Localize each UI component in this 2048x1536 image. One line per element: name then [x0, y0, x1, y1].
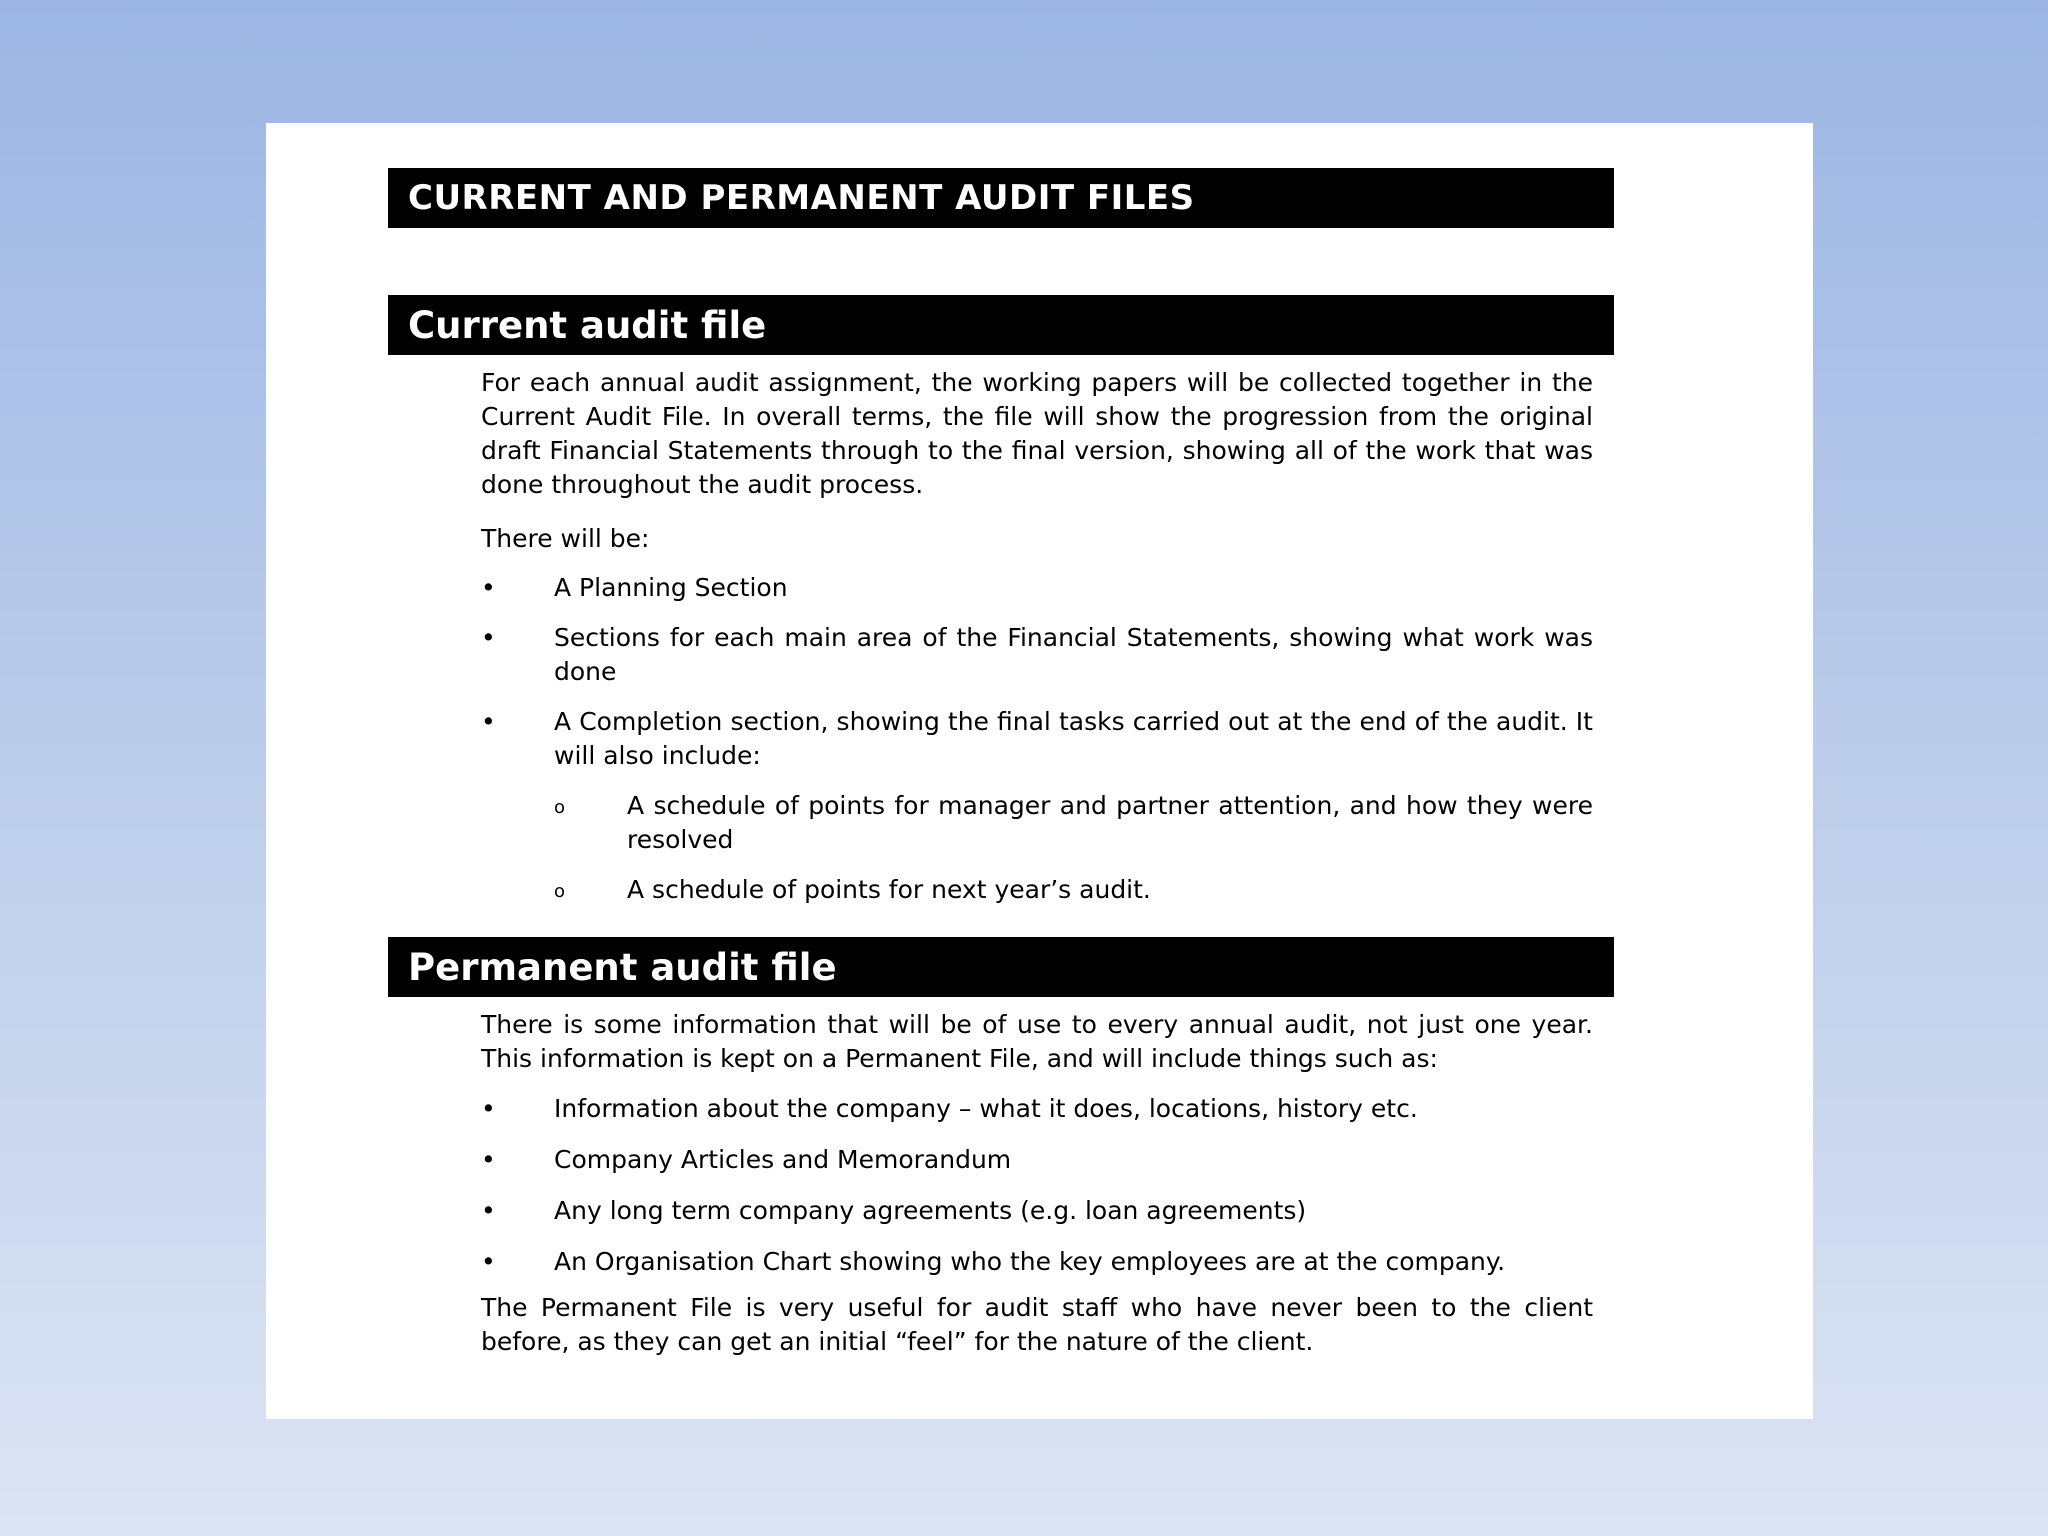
document-title-bar — [388, 168, 1614, 228]
list-item — [481, 1143, 1593, 1177]
list-item — [481, 621, 1593, 689]
sub-list-item-text: A schedule of points for manager and partner attention, and how they were resolved — [627, 791, 1593, 854]
bullet-icon: • — [481, 1094, 496, 1123]
document-title: CURRENT AND PERMANENT AUDIT FILES — [408, 178, 1195, 218]
bullet-icon: • — [481, 623, 496, 652]
permanent-audit-file-heading: Permanent audit file — [408, 945, 837, 989]
list-item-text: Company Articles and Memorandum — [554, 1145, 1012, 1174]
list-item-text: Information about the company – what it does, locations, history etc. — [554, 1094, 1418, 1123]
list-item-text: An Organisation Chart showing who the key employees are at the company. — [554, 1247, 1506, 1276]
document-page — [266, 123, 1813, 1419]
permanent-intro-paragraph: There is some information that will be of use to every annual audit, not just one year. This information is kept on a Permanent File, and will include things such as: — [481, 1010, 1593, 1073]
permanent-audit-file-heading-bar — [388, 937, 1614, 997]
current-lead-text: There will be: — [481, 524, 650, 553]
bullet-icon: • — [481, 573, 496, 602]
current-intro-paragraph: For each annual audit assignment, the working papers will be collected together in the Current Audit File. In overall terms, the file will show the progression from the original draft Financial Statements through to the final version, showing all of the work that was done throughout the audit process. — [481, 368, 1593, 499]
list-item-text: Sections for each main area of the Financial Statements, showing what work was done — [554, 623, 1593, 686]
bullet-icon: • — [481, 1247, 496, 1276]
list-item — [481, 705, 1593, 773]
list-item — [481, 1092, 1593, 1126]
list-item-text: A Planning Section — [554, 573, 788, 602]
bullet-icon: • — [481, 1145, 496, 1174]
bullet-icon: • — [481, 1196, 496, 1225]
sub-list-item — [554, 873, 1593, 907]
sub-list-item-text: A schedule of points for next year’s audit. — [627, 875, 1151, 904]
current-audit-file-heading: Current audit file — [408, 303, 767, 347]
list-item — [481, 1194, 1593, 1228]
list-item — [481, 1245, 1593, 1279]
circle-bullet-icon: o — [554, 881, 566, 902]
list-item-text: Any long term company agreements (e.g. loan agreements) — [554, 1196, 1307, 1225]
sub-list-item — [554, 789, 1593, 857]
circle-bullet-icon: o — [554, 797, 566, 818]
list-item-text: A Completion section, showing the final tasks carried out at the end of the audit. It will also include: — [554, 707, 1593, 770]
list-item — [481, 571, 1593, 605]
permanent-closing-paragraph: The Permanent File is very useful for audit staff who have never been to the client before, as they can get an initial “feel” for the nature of the client. — [481, 1293, 1593, 1356]
current-audit-file-heading-bar — [388, 295, 1614, 355]
bullet-icon: • — [481, 707, 496, 736]
